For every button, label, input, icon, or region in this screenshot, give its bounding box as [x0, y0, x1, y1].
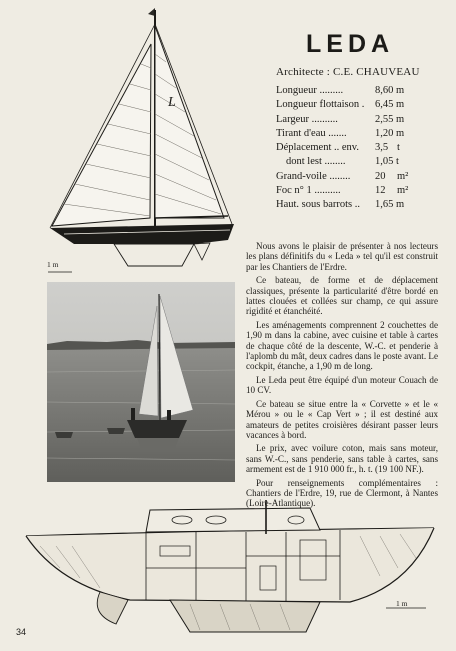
paragraph: Pour renseignements complémentaires : Chantiers de l'Erdre, 19, rue de Clermont, à Nantes (Loire-Atlantique).	[246, 477, 438, 509]
spec-table	[276, 84, 436, 213]
spec-row	[276, 155, 436, 169]
spec-value: 8,60 m	[375, 85, 405, 96]
paragraph: Ce bateau se situe entre la « Corvette » et le « Mérou » ou le « Cap Vert » ; il est destiné aux amateurs de petites croisières désirant passer leurs vacances à bord.	[246, 398, 438, 440]
spec-label: Foc n° 1 ..........	[276, 185, 341, 197]
spec-value: 1,65 m	[375, 199, 405, 211]
spec-row	[276, 170, 436, 184]
page-title: LEDA	[306, 30, 395, 58]
spec-label: Grand-voile ........	[276, 170, 351, 182]
spec-row	[276, 198, 436, 212]
architect-credit: Architecte : C.E. CHAUVEAU	[276, 66, 420, 78]
scale-label-bottom: 1 m	[396, 599, 408, 608]
spec-row	[276, 113, 436, 127]
spec-label: Largeur ..........	[276, 113, 338, 125]
spec-label: Haut. sous barrots ..	[276, 199, 360, 211]
spec-value: 12	[375, 185, 386, 197]
paragraph: Les aménagements comprennent 2 couchettes de 1,90 m dans la cabine, avec cuisine et table à cartes de chaque côté de la descente, W.-C. et penderie à l'aplomb du mât, deux cadres dans le poste avant. Le cockpit, étanche, a 1,90 m de long.	[246, 319, 438, 372]
spec-value: 1,20 m	[375, 127, 405, 139]
spec-value: 1,05 t	[375, 156, 399, 168]
spec-unit: m²	[397, 170, 409, 182]
spec-row	[276, 141, 436, 155]
paragraph: Le Leda peut être équipé d'un moteur Couach de 10 CV.	[246, 374, 438, 396]
scale-label-top: 1 m	[47, 260, 59, 269]
spec-row	[276, 98, 436, 112]
paragraph: Ce bateau, de forme et de déplacement classiques, présente la particularité d'être bordé en lattes clouées et collées sur champ, ce qui assure rigidité et étanchéité.	[246, 275, 438, 317]
hull-section-drawing	[20, 496, 440, 638]
sail-emblem: L	[168, 95, 176, 110]
spec-value: 6,45 m	[375, 99, 405, 111]
spec-value: 20	[375, 170, 386, 182]
spec-unit: t	[397, 142, 400, 154]
spec-unit: m²	[397, 185, 409, 197]
spec-row	[276, 127, 436, 141]
spec-label: Longueur .........	[276, 85, 344, 96]
spec-row	[276, 184, 436, 198]
paragraph: Le prix, avec voilure coton, mais sans moteur, sans W.-C., sans penderie, sans table à cartes, sans armement est de 1 910 000 fr., h. t. (19 100 NF.).	[246, 443, 438, 475]
spec-value: 2,55 m	[375, 113, 405, 125]
spec-row	[276, 84, 436, 98]
paragraph: Nous avons le plaisir de présenter à nos lecteurs les plans définitifs du « Leda » tel qu'il est construit par les Chantiers de l'Erdre.	[246, 241, 438, 272]
spec-label: Longueur flottaison .	[276, 99, 365, 111]
sailboat-photo	[47, 282, 235, 482]
spec-label: dont lest ........	[286, 156, 346, 168]
article-body	[246, 241, 438, 512]
spec-value: 3,5	[375, 142, 389, 154]
spec-label: Déplacement .. env.	[276, 142, 359, 154]
page-number: 34	[16, 627, 27, 637]
sail-plan-drawing	[44, 4, 244, 284]
spec-label: Tirant d'eau .......	[276, 127, 347, 139]
